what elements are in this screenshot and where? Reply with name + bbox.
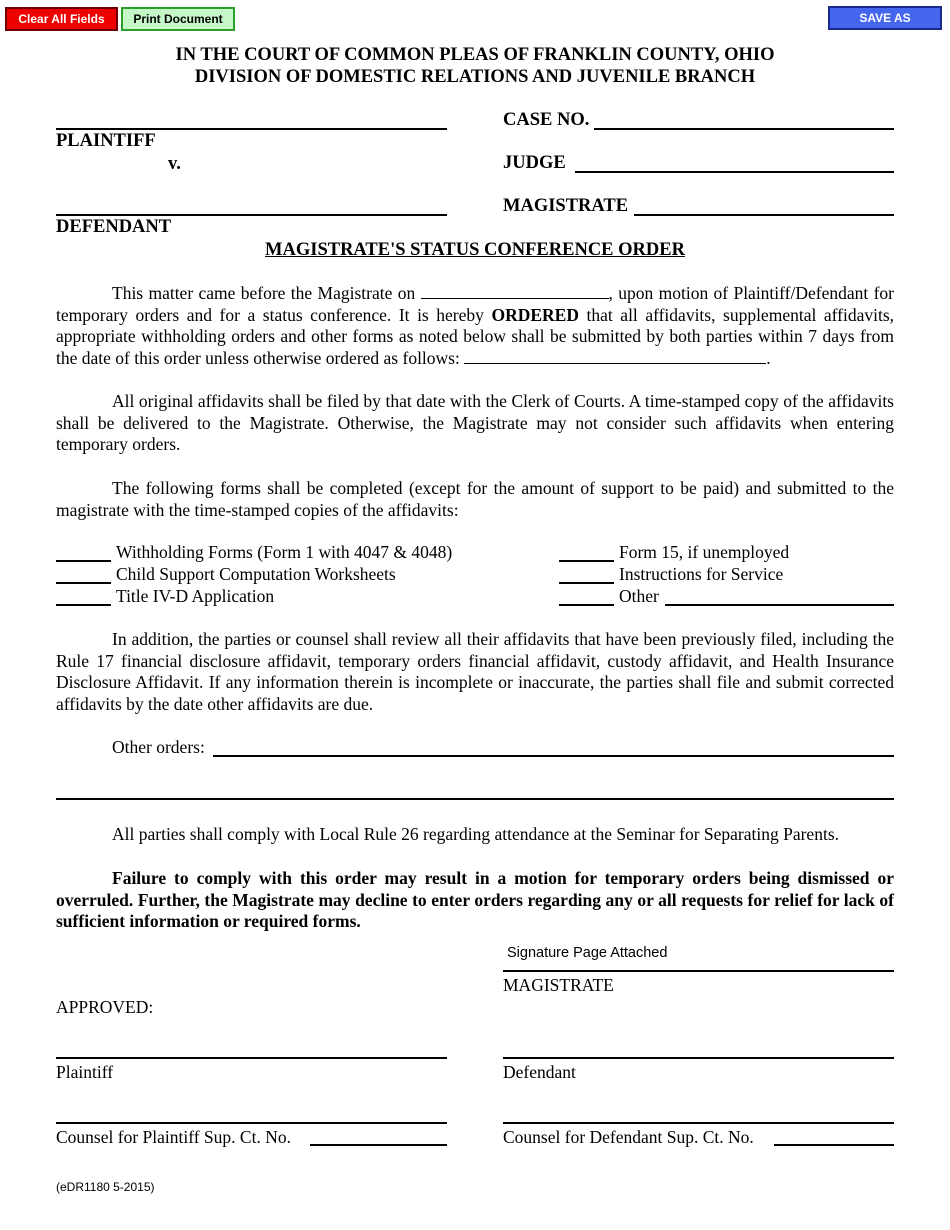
counsel-plaintiff-sup-ct-field[interactable] <box>310 1124 447 1146</box>
other-form-line <box>665 604 894 606</box>
judge-label: JUDGE <box>503 153 566 173</box>
order-paragraph: This matter came before the Magistrate on , upon motion of Plaintiff/Defendant for temporary orders and for a status conference. It is hereby ORDERED that all affidavits, supplemental affidavits, appropriate withholding orders and other forms as noted below shall be submitted by both parties within 7 days from the date of this order unless otherwise ordered as follows: . <box>56 283 895 368</box>
order-title: MAGISTRATE'S STATUS CONFERENCE ORDER <box>265 240 685 260</box>
defendant-label: DEFENDANT <box>56 217 172 237</box>
other-form-label: Other <box>619 586 659 606</box>
magistrate-field[interactable] <box>634 193 894 215</box>
plaintiff-name-field[interactable] <box>56 108 447 130</box>
plaintiff-signature-line <box>56 1057 447 1059</box>
other-orders-line <box>56 798 894 800</box>
seminar-paragraph: All parties shall comply with Local Rule 26 regarding attendance at the Seminar for Separating Parents. <box>112 824 840 844</box>
court-name-heading: IN THE COURT OF COMMON PLEAS OF FRANKLIN COUNTY, OHIO <box>175 45 775 65</box>
defendant-signature-label: Defendant <box>503 1062 576 1082</box>
review-affidavits-paragraph: In addition, the parties or counsel shall review all their affidavits that have been previously filed, including the Rule 17 financial disclosure affidavit, temporary orders financial affidavit, custody affidavit, and Health Insurance Disclosure Affidavit. If any information therein is incomplete or inaccurate, the parties shall file and submit corrected affidavits by the date other affidavits are due. <box>56 629 894 714</box>
defendant-line <box>56 214 447 216</box>
plaintiff-line <box>56 128 447 130</box>
withholding-forms-label: Withholding Forms (Form 1 with 4047 & 4048) <box>116 542 453 562</box>
magistrate-signature-label: MAGISTRATE <box>503 975 614 995</box>
plaintiff-label: PLAINTIFF <box>56 131 156 151</box>
counsel-plaintiff-signature-field[interactable] <box>56 1101 447 1123</box>
form-id-footer: (eDR1180 5-2015) <box>56 1180 155 1194</box>
counsel-plaintiff-label: Counsel for Plaintiff Sup. Ct. No. <box>56 1127 291 1147</box>
defendant-signature-field[interactable] <box>503 1036 894 1058</box>
magistrate-line <box>634 214 894 216</box>
affidavits-paragraph: All original affidavits shall be filed by that date with the Clerk of Courts. A time-stamped copy of the affidavits shall be delivered to the Magistrate. Otherwise, the Magistrate may not consider such affidavits when entering temporary orders. <box>56 391 894 454</box>
save-as-button[interactable]: SAVE AS <box>828 6 942 30</box>
warning-paragraph: Failure to comply with this order may result in a motion for temporary orders being dismissed or overruled. Further, the Magistrate may decline to enter orders regarding any or all requests for relief for lack of sufficient information or required forms. <box>56 868 894 931</box>
print-document-button[interactable]: Print Document <box>121 7 235 31</box>
checklist-line <box>559 582 614 584</box>
counsel-plaintiff-sup-ct-line <box>310 1144 447 1146</box>
title-ivd-application-label: Title IV-D Application <box>116 586 275 606</box>
approved-label: APPROVED: <box>56 997 154 1017</box>
form-15-label: Form 15, if unemployed <box>619 542 790 562</box>
case-no-label: CASE NO. <box>503 110 590 130</box>
other-orders-line <box>213 755 894 757</box>
checklist-line <box>559 604 614 606</box>
defendant-signature-line <box>503 1057 894 1059</box>
clear-all-fields-button[interactable]: Clear All Fields <box>5 7 118 31</box>
checklist-line <box>56 604 111 606</box>
case-no-line <box>594 128 894 130</box>
instructions-for-service-label: Instructions for Service <box>619 564 784 584</box>
counsel-defendant-sup-ct-field[interactable] <box>774 1124 894 1146</box>
judge-line <box>575 171 894 173</box>
other-form-field[interactable] <box>665 584 894 606</box>
child-support-worksheets-label: Child Support Computation Worksheets <box>116 564 396 584</box>
signature-page-attached-field[interactable]: Signature Page Attached <box>507 945 668 961</box>
case-no-field[interactable] <box>594 107 894 129</box>
versus-label: v. <box>168 154 181 174</box>
magistrate-signature-line <box>503 970 894 972</box>
hearing-date-field[interactable] <box>421 283 609 299</box>
checklist-line <box>56 560 111 562</box>
plaintiff-signature-label: Plaintiff <box>56 1062 114 1082</box>
counsel-defendant-label: Counsel for Defendant Sup. Ct. No. <box>503 1127 754 1147</box>
other-orders-label: Other orders: <box>112 737 205 757</box>
checklist-line <box>56 582 111 584</box>
other-orders-field-2[interactable] <box>56 777 894 799</box>
checklist-line <box>559 560 614 562</box>
forms-paragraph: The following forms shall be completed (except for the amount of support to be paid) and submitted to the magistrate with the time-stamped copies of the affidavits: <box>56 478 894 520</box>
defendant-name-field[interactable] <box>56 193 447 215</box>
judge-field[interactable] <box>575 150 894 172</box>
counsel-defendant-sup-ct-line <box>774 1144 894 1146</box>
plaintiff-signature-field[interactable] <box>56 1036 447 1058</box>
magistrate-label: MAGISTRATE <box>503 196 629 216</box>
due-date-field[interactable] <box>464 348 766 364</box>
other-orders-field-1[interactable] <box>213 734 894 756</box>
court-division-heading: DIVISION OF DOMESTIC RELATIONS AND JUVENILE BRANCH <box>194 67 756 87</box>
counsel-defendant-signature-field[interactable] <box>503 1101 894 1123</box>
